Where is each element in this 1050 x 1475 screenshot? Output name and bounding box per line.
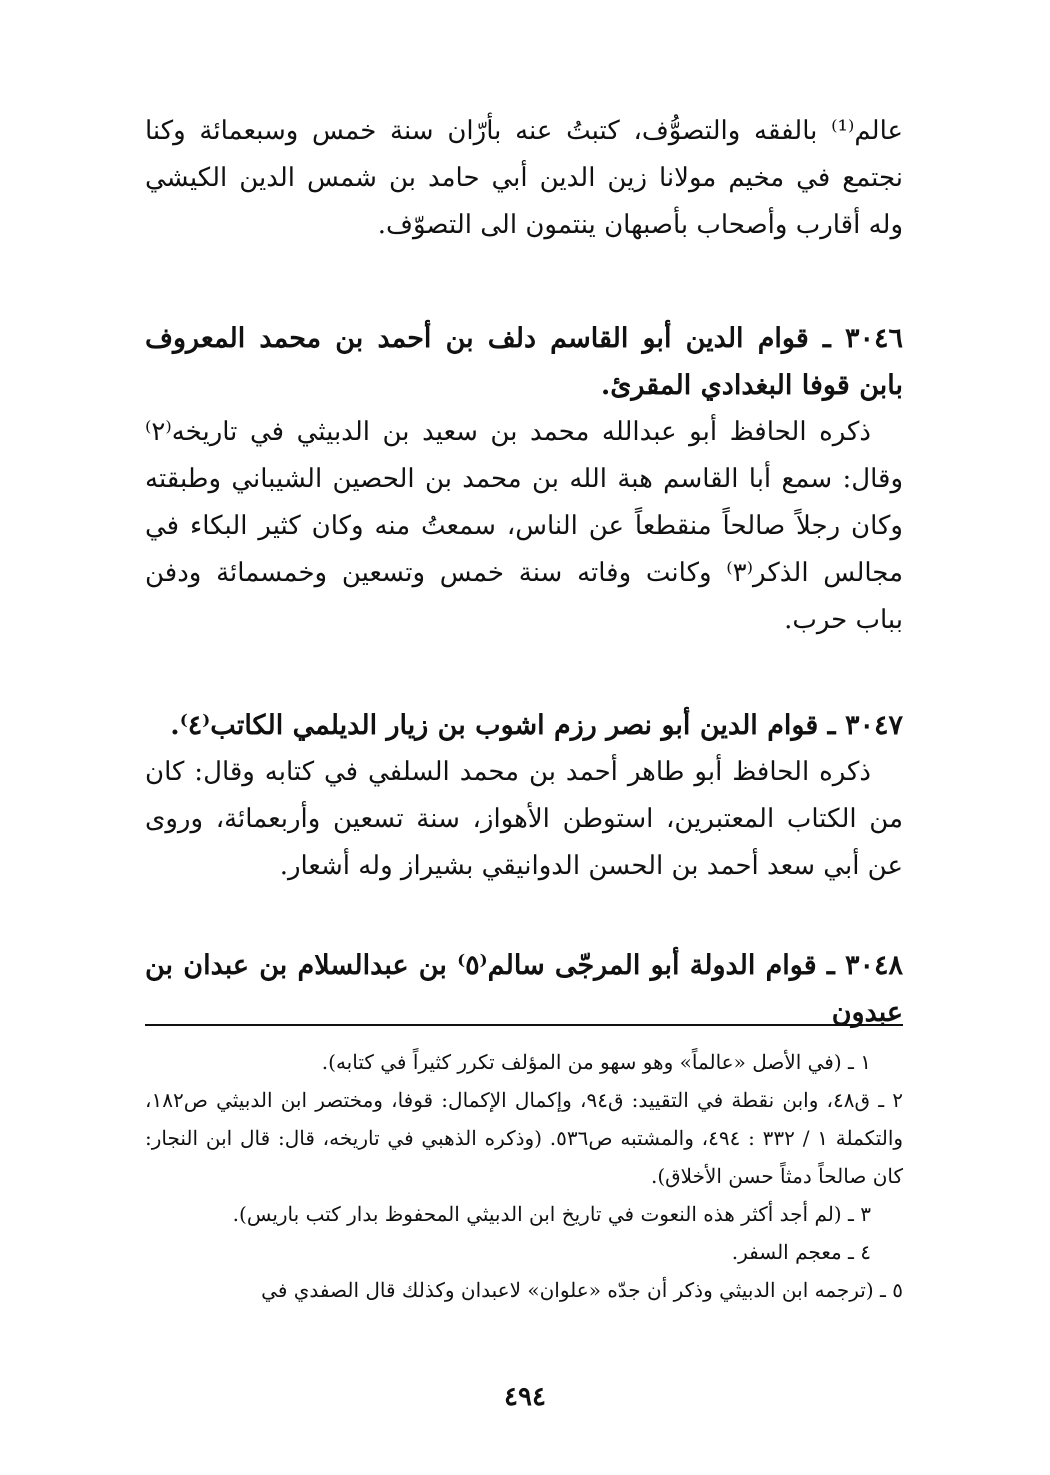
spacer xyxy=(145,890,903,942)
main-text xyxy=(145,108,903,1036)
spacer xyxy=(145,644,903,702)
page-number: ٤٩٤ xyxy=(504,1382,546,1412)
footnote-divider xyxy=(145,1024,903,1026)
footnote-4: ٤ ـ معجم السفر. xyxy=(731,1240,871,1264)
entry-heading: ٣٠٤٦ ـ قوام الدين أبو القاسم دلف بن أحمد بن محمد المعروف بابن قوفا البغدادي المقرئ. xyxy=(145,323,903,401)
footnotes xyxy=(145,1043,903,1309)
footnote-1: ١ ـ (في الأصل «عالماً» وهو سهو من المؤلف تكرر كثيراً في كتابه). xyxy=(321,1050,871,1074)
footnote-5: ٥ ـ (ترجمه ابن الدبيثي وذكر أن جدّه «علوان» لاعبدان وكذلك قال الصفدي في xyxy=(261,1278,903,1302)
entry-text: ذكره الحافظ أبو عبدالله محمد بن سعيد بن الدبيثي في تاريخه⁽٢⁾ وقال: سمع أبا القاسم هبة الله بن محمد بن الحصين الشيباني وطبقته وكان رجلاً صالحاً منقطعاً عن الناس، سمعتُ منه وكان كثير البكاء في مجالس الذكر⁽٣⁾ وكانت وفاته سنة خمس وتسعين وخمسمائة ودفن بباب حرب. xyxy=(145,417,903,635)
entry-heading: ٣٠٤٨ ـ قوام الدولة أبو المرجّى سالم⁽٥⁾ بن عبدالسلام بن عبدان بن عبدون xyxy=(145,950,904,1028)
footnote-3: ٣ ـ (لم أجد أكثر هذه النعوت في تاريخ ابن الدبيثي المحفوظ بدار كتب باريس). xyxy=(232,1202,871,1226)
entry-3046 xyxy=(145,315,903,644)
entry-3048 xyxy=(145,942,903,1036)
spacer xyxy=(145,249,903,315)
footnote-2: ٢ ـ ق٤٨، وابن نقطة في التقييد: ق٩٤، وإكمال الإكمال: قوفا، ومختصر ابن الدبيثي ص١٨٢، والتكملة ١ / ٣٣٢ : ٤٩٤، والمشتبه ص٥٣٦. (وذكره الذهبي في تاريخه، قال: قال ابن النجار: كان صالحاً دمثاً حسن الأخلاق). xyxy=(145,1088,904,1188)
intro-paragraph: عالم⁽¹⁾ بالفقه والتصوُّف، كتبتُ عنه بأرّان سنة خمس وسبعمائة وكنا نجتمع في مخيم مولانا زين الدين أبي حامد بن شمس الدين الكيشي وله أقارب وأصحاب بأصبهان ينتمون الى التصوّف. xyxy=(145,116,903,240)
entry-3047 xyxy=(145,702,903,890)
entry-heading: ٣٠٤٧ ـ قوام الدين أبو نصر رزم اشوب بن زيار الديلمي الكاتب⁽٤⁾. xyxy=(170,710,903,741)
entry-text: ذكره الحافظ أبو طاهر أحمد بن محمد السلفي في كتابه وقال: كان من الكتاب المعتبرين، استوطن الأهواز، سنة تسعين وأربعمائة، وروى عن أبي سعد أحمد بن الحسن الدوانيقي بشيراز وله أشعار. xyxy=(145,757,903,881)
